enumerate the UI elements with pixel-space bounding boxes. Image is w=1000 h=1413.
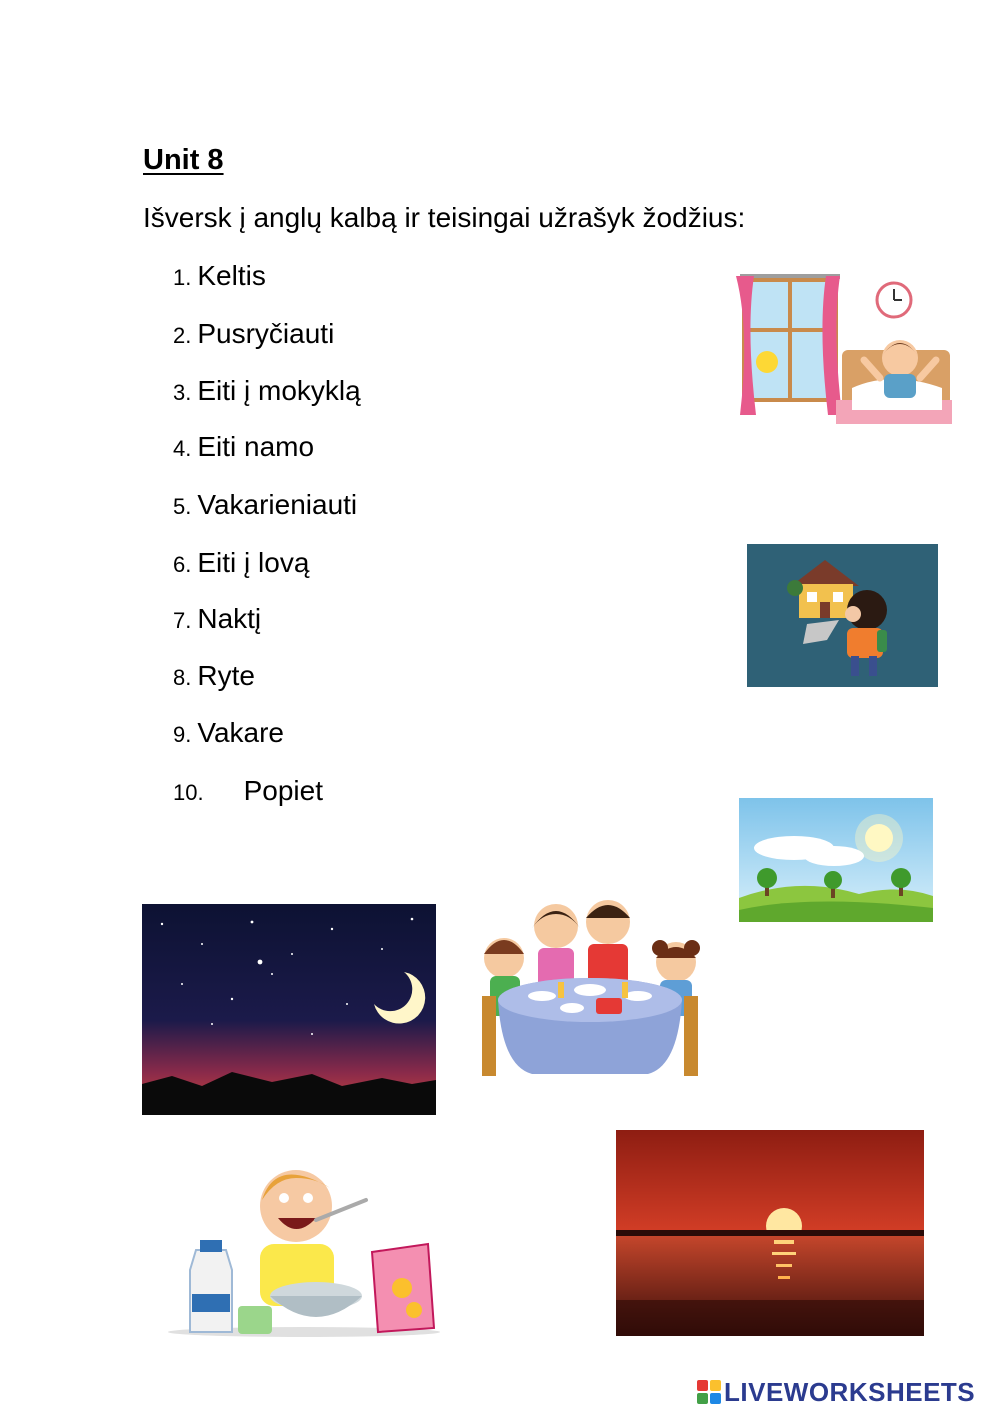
breakfast-image[interactable] xyxy=(166,1160,442,1340)
night-image[interactable] xyxy=(142,904,436,1115)
item-number: 10. xyxy=(173,780,204,805)
item-word: Vakarieniauti xyxy=(197,489,358,520)
evening-image[interactable] xyxy=(616,1130,924,1336)
worksheet-title: Unit 8 xyxy=(143,144,224,176)
liveworksheets-logo[interactable] xyxy=(697,1374,975,1410)
instruction-text: Išversk į anglų kalbą ir teisingai užrašyk žodžius: xyxy=(143,202,746,233)
list-item xyxy=(173,603,261,635)
logo-text: LIVEWORKSHEETS xyxy=(724,1376,976,1407)
item-word: Pusryčiauti xyxy=(197,318,335,349)
item-word: Eiti namo xyxy=(197,431,315,462)
item-number: 9. xyxy=(173,722,192,747)
afternoon-image[interactable] xyxy=(739,798,933,922)
item-number: 8. xyxy=(173,665,192,690)
item-word: Keltis xyxy=(197,260,266,291)
list-item xyxy=(173,260,266,292)
item-word: Eiti į lovą xyxy=(197,547,310,578)
list-item xyxy=(173,489,357,521)
list-item xyxy=(173,717,284,749)
item-word: Eiti į mokyklą xyxy=(197,375,361,406)
item-number: 7. xyxy=(173,608,192,633)
item-number: 3. xyxy=(173,380,192,405)
item-number: 1. xyxy=(173,265,192,290)
item-word: Naktį xyxy=(197,603,262,634)
item-word: Vakare xyxy=(197,717,284,748)
item-number: 6. xyxy=(173,552,192,577)
item-word: Popiet xyxy=(243,775,323,806)
item-number: 5. xyxy=(173,494,192,519)
logo-icon xyxy=(697,1380,721,1404)
item-number: 4. xyxy=(173,436,192,461)
go-home-image[interactable] xyxy=(747,544,938,687)
list-item xyxy=(173,775,323,807)
list-item xyxy=(173,547,309,579)
wake-up-image[interactable] xyxy=(732,270,952,430)
item-word: Ryte xyxy=(197,660,255,691)
list-item xyxy=(173,431,314,463)
item-number: 2. xyxy=(173,323,192,348)
list-item xyxy=(173,375,361,407)
list-item xyxy=(173,660,255,692)
list-item xyxy=(173,318,334,350)
dinner-image[interactable] xyxy=(472,896,708,1094)
